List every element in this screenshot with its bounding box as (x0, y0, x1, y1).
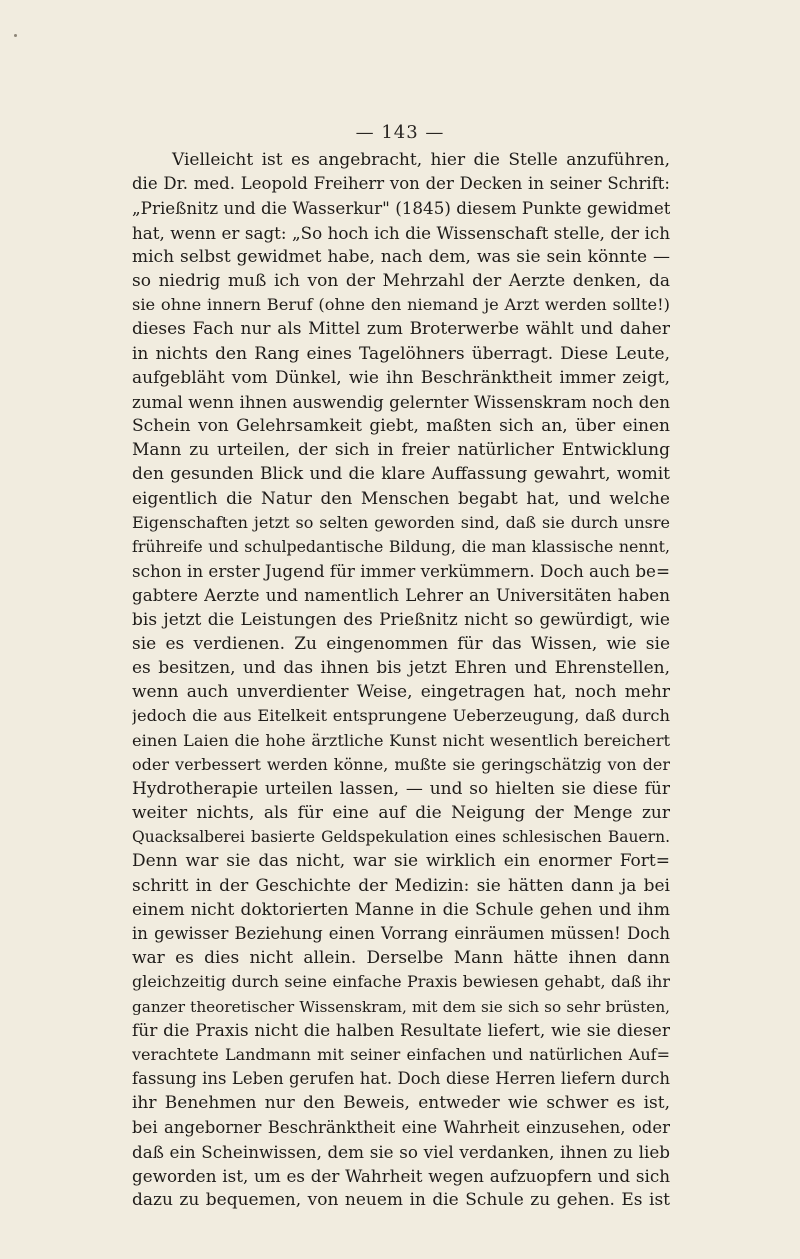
text-line: den gesunden Blick und die klare Auffassung gewahrt, womit (132, 464, 670, 485)
text-line: geworden ist, um es der Wahrheit wegen aufzuopfern und sich (132, 1165, 670, 1186)
text-line: eigentlich die Natur den Menschen begabt hat, und welche (132, 488, 670, 509)
text-line: einem nicht doktorierten Manne in die Schule gehen und ihm (132, 899, 670, 920)
text-line: schritt in der Geschichte der Medizin: sie hätten dann ja bei (132, 875, 670, 896)
text-line: Eigenschaften jetzt so selten geworden sind, daß sie durch unsre (132, 512, 670, 532)
text-line: hat, wenn er sagt: „So hoch ich die Wissenschaft stelle, der ich (132, 222, 670, 243)
paper-speck (14, 34, 17, 37)
text-line: es besitzen, und das ihnen bis jetzt Ehren und Ehrenstellen, (132, 657, 670, 678)
text-line: dieses Fach nur als Mittel zum Broterwerbe wählt und daher (132, 319, 670, 340)
text-line: in gewisser Beziehung einen Vorrang einräumen müssen! Doch (132, 924, 670, 943)
text-line: Schein von Gelehrsamkeit giebt, maßten sich an, über einen (132, 416, 670, 437)
text-line: Denn war sie das nicht, war sie wirklich ein enormer Fort= (132, 851, 670, 872)
text-line: „Prießnitz und die Wasserkur" (1845) diesem Punkte gewidmet (132, 198, 670, 219)
text-line: fassung ins Leben gerufen hat. Doch diese Herren liefern durch (132, 1069, 670, 1089)
text-line: die Dr. med. Leopold Freiherr von der Decken in seiner Schrift: (132, 174, 670, 194)
text-line: bis jetzt die Leistungen des Prießnitz nicht so gewürdigt, wie (132, 609, 670, 630)
text-line: zumal wenn ihnen auswendig gelernter Wissenskram noch den (132, 391, 670, 412)
text-line: aufgebläht vom Dünkel, wie ihn Beschränktheit immer zeigt, (132, 367, 670, 388)
text-line: daß ein Scheinwissen, dem sie so viel verdanken, ihnen zu lieb (132, 1141, 670, 1162)
text-line: sie ohne innern Beruf (ohne den niemand je Arzt werden sollte!) (132, 295, 670, 315)
text-line: oder verbessert werden könne, mußte sie geringschätzig von der (132, 754, 670, 774)
text-line: einen Laien die hohe ärztliche Kunst nicht wesentlich bereichert (132, 730, 670, 750)
text-line: bei angeborner Beschränktheit eine Wahrheit einzusehen, oder (132, 1117, 670, 1137)
text-line: war es dies nicht allein. Derselbe Mann hätte ihnen dann (132, 948, 670, 969)
text-line: schon in erster Jugend für immer verkümmern. Doch auch be= (132, 561, 670, 582)
text-line: weiter nichts, als für eine auf die Neigung der Menge zur (132, 803, 670, 824)
text-line: frühreife und schulpedantische Bildung, die man klassische nennt, (132, 537, 670, 556)
body-text (132, 148, 670, 1212)
text-line: verachtete Landmann mit seiner einfachen und natürlichen Auf= (132, 1044, 670, 1064)
text-line: Hydrotherapie urteilen lassen, — und so hielten sie diese für (132, 778, 670, 799)
text-line: sie es verdienen. Zu eingenommen für das Wissen, wie sie (132, 633, 670, 654)
text-line: gabtere Aerzte und namentlich Lehrer an Universitäten haben (132, 585, 670, 606)
text-line: gleichzeitig durch seine einfache Praxis bewiesen gehabt, daß ihr (132, 972, 670, 992)
text-line: Mann zu urteilen, der sich in freier natürlicher Entwicklung (132, 440, 670, 461)
text-line: mich selbst gewidmet habe, nach dem, was sie sein könnte — (132, 246, 670, 267)
text-line: Quacksalberei basierte Geldspekulation eines schlesischen Bauern. (132, 828, 670, 847)
text-line: für die Praxis nicht die halben Resultate liefert, wie sie dieser (132, 1020, 670, 1041)
text-line: ganzer theoretischer Wissenskram, mit dem sie sich so sehr brüsten, (132, 997, 670, 1016)
text-line: ihr Benehmen nur den Beweis, entweder wie schwer es ist, (132, 1093, 670, 1114)
text-line: so niedrig muß ich von der Mehrzahl der Aerzte denken, da (132, 270, 670, 291)
text-line: jedoch die aus Eitelkeit entsprungene Ueberzeugung, daß durch (132, 706, 670, 726)
text-line: in nichts den Rang eines Tagelöhners überragt. Diese Leute, (132, 343, 670, 364)
page-number: — 143 — (355, 122, 445, 143)
text-line: wenn auch unverdienter Weise, eingetragen hat, noch mehr (132, 682, 670, 703)
text-line: Vielleicht ist es angebracht, hier die Stelle anzuführen, (172, 150, 670, 170)
text-line: dazu zu bequemen, von neuem in die Schule zu gehen. Es ist (132, 1190, 670, 1211)
